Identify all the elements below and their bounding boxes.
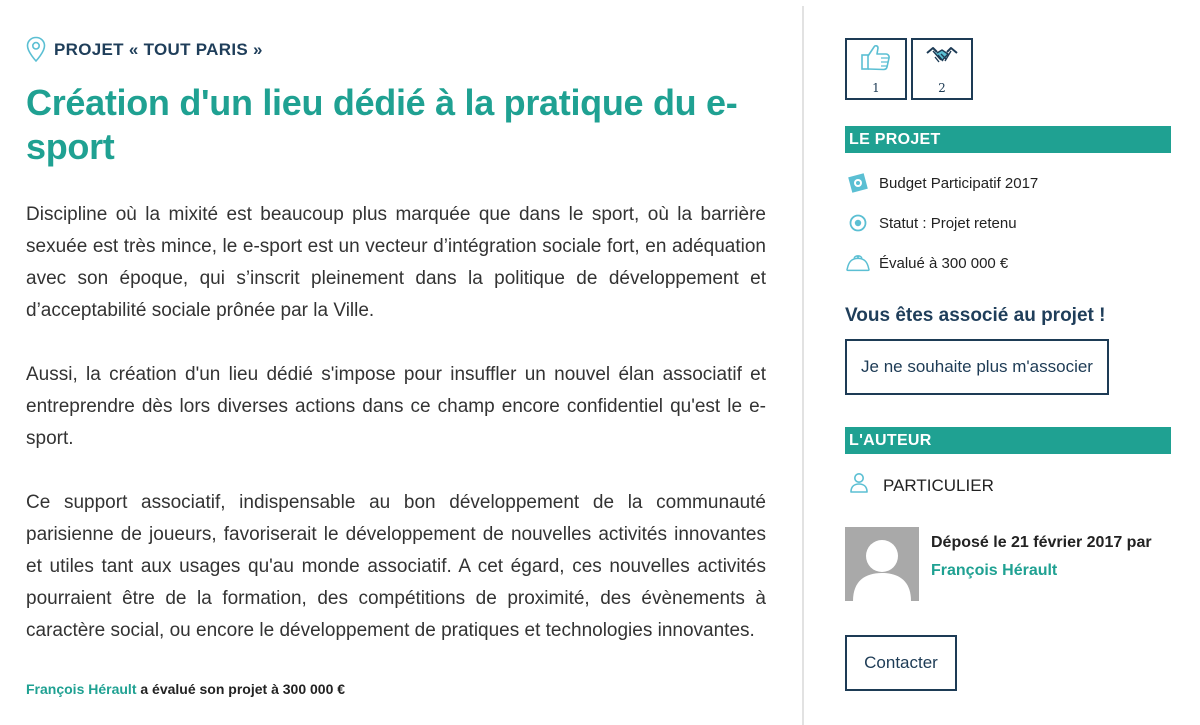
support-vote-count: 1 [872,81,880,95]
author-type [845,472,1171,499]
author-name-link[interactable]: François Hérault [931,562,1058,579]
thumbs-up-icon [859,43,893,78]
evaluation-note [26,681,766,697]
evaluator-link[interactable]: François Hérault [26,681,137,697]
budget-info [845,163,1171,203]
project-info-list [845,163,1171,283]
coin-purse-icon [845,252,871,274]
author-section-header: L'AUTEUR [845,427,1171,454]
description-paragraph-3: Ce support associatif, indispensable au bon développement de la communauté parisienne de joueurs, favoriserait le développement de nouvelles activités innovantes et utiles tant aux usages qu'au monde associatif. A cet égard, ces nouvelles activités pourraient être de la formation, des compétitions de proximité, des évènements à caractère social, ou encore le développement de pratiques et technologies innovantes. [26,492,766,641]
budget-label: Budget Participatif 2017 [879,174,1039,192]
handshake-icon [925,43,959,78]
deposit-date-text: Déposé le 21 février 2017 par [931,534,1152,551]
project-section-header: LE PROJET [845,126,1171,153]
contact-button[interactable]: Contacter [845,635,957,691]
description-paragraph-1: Discipline où la mixité est beaucoup plus marquée que dans le sport, où la barrière sexuée est très mince, le e-sport est un vecteur d’intégration sociale fort, en adéquation avec son époque, qui s’inscrit pleinement dans la politique de développement et d’acceptabilité sociale prônée par la Ville. [26,204,766,321]
description-paragraph-2: Aussi, la création d'un lieu dédié s'impose pour insuffler un nouvel élan associatif et entreprendre dès lors diverses actions dans ce champ encore confidentiel qu'est le e-sport. [26,364,766,449]
author-type-label: PARTICULIER [883,475,994,495]
project-scope-tag [26,36,766,63]
associate-vote-count: 2 [938,81,946,95]
support-vote-button[interactable] [845,38,907,100]
status-target-icon [845,213,871,233]
unassociate-button[interactable]: Je ne souhaite plus m'associer [845,339,1109,395]
ticket-icon [845,171,871,195]
project-scope-label: PROJET « TOUT PARIS » [54,39,263,59]
evaluation-text: a évalué son projet à 300 000 € [136,681,346,697]
estimate-info [845,243,1171,283]
vote-row [845,38,1171,100]
person-icon [849,472,869,499]
associate-vote-button[interactable] [911,38,973,100]
page-title: Création d'un lieu dédié à la pratique du e-sport [26,82,738,167]
status-label: Statut : Projet retenu [879,214,1017,232]
author-card [845,527,1171,601]
estimate-label: Évalué à 300 000 € [879,254,1009,272]
project-main [26,36,766,697]
column-divider [802,6,804,725]
location-pin-icon [26,36,46,63]
avatar [845,527,919,601]
status-info [845,203,1171,243]
deposit-info [931,529,1152,601]
associated-message: Vous êtes associé au projet ! [845,305,1106,326]
project-sidebar [845,38,1171,691]
